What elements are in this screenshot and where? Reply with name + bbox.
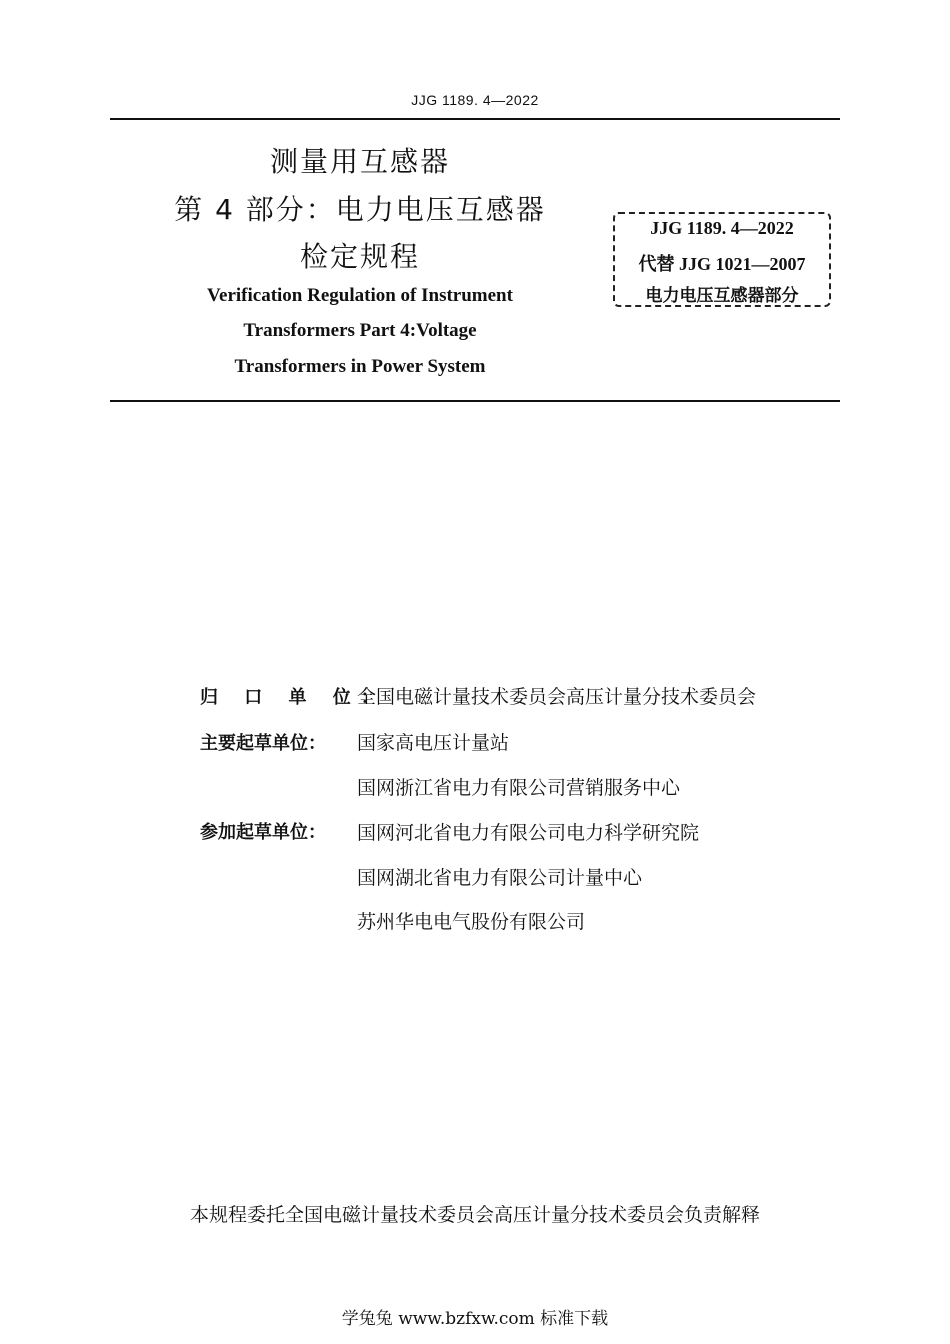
main-drafter-2: 国网浙江省电力有限公司营销服务中心 xyxy=(357,777,681,799)
top-divider xyxy=(110,118,840,120)
standard-box-code: JJG 1189. 4—2022 xyxy=(650,218,794,238)
participating-drafter-2: 国网湖北省电力有限公司计量中心 xyxy=(357,867,643,889)
header-standard-code: JJG 1189. 4—2022 xyxy=(411,92,539,108)
main-drafter-1: 国家高电压计量站 xyxy=(357,732,510,754)
title-en-line-1: Verification Regulation of Instrument xyxy=(207,285,513,306)
participating-drafter-1: 国网河北省电力有限公司电力科学研究院 xyxy=(357,822,700,844)
responsible-unit-value: 全国电磁计量技术委员会高压计量分技术委员会 xyxy=(357,686,757,708)
standard-box-replaces: 代替 JJG 1021—2007 xyxy=(638,254,806,274)
responsible-unit-label: 归 口 单 位： xyxy=(200,687,389,708)
title-cn-line-1: 测量用互感器 xyxy=(269,145,450,178)
title-en-line-3: Transformers in Power System xyxy=(234,356,486,377)
standard-box-scope: 电力电压互感器部分 xyxy=(645,286,799,306)
title-cn-line-3: 检定规程 xyxy=(299,240,420,273)
interpretation-note: 本规程委托全国电磁计量技术委员会高压计量分技术委员会负责解释 xyxy=(189,1204,760,1226)
participating-drafter-3: 苏州华电电气股份有限公司 xyxy=(357,911,586,933)
bottom-divider xyxy=(110,400,840,402)
participating-drafters-label: 参加起草单位： xyxy=(200,822,326,843)
main-drafters-label: 主要起草单位： xyxy=(200,733,326,754)
title-cn-line-2: 第 4 部分：电力电压互感器 xyxy=(174,193,546,226)
watermark-text: 学兔兔 www.bzfxw.com 标准下载 xyxy=(341,1309,609,1329)
title-en-line-2: Transformers Part 4:Voltage xyxy=(243,320,477,341)
